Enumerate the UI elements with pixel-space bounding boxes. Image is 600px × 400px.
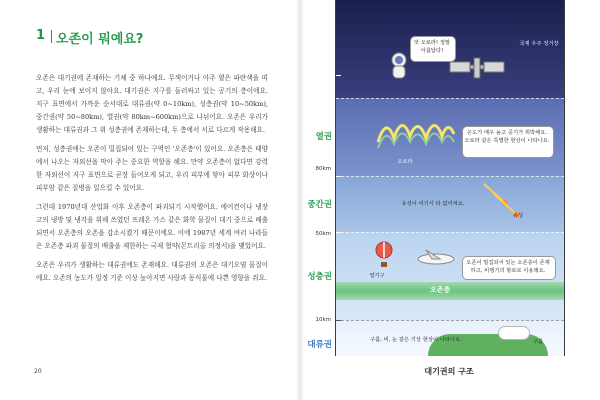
paragraph: 그런데 1970년대 산업화 이후 오존층이 파괴되기 시작했어요. 에어컨이나 냉장고의 냉방 및 냉각을 위해 쓰였던 프레온 가스 같은 화학 물질이 대기 중으로 배출되면서 오존층의 오존을 감소시켰기 때문이에요. 이에 1987년 세계 여러 나라들은 오존층 파괴 물질의 배출을 제한하는 국제 협약(몬트리올 의정서)을 맺었어요. [36, 203, 268, 250]
page-gutter [296, 0, 304, 400]
astronaut-speech-text: 앗 오로라! 정말 아름답다! [413, 40, 451, 54]
paragraph: 먼저, 성층권에는 오존이 밀집되어 있는 구역인 '오존층'이 있어요. 오존층은 태양에서 나오는 자외선을 막아 주는 중요한 역할을 해요. 만약 오존층이 없다면 강력한 자외선이 지구 표면으로 곧장 들어오게 되고, 우리 피부에 닿아 피부 화상이나 피부암 같은 질병을 일으킬 수 있어요. [36, 145, 268, 192]
thermosphere-note: 온도가 매우 높고 공기가 희박해요. 오로라 같은 특별한 현상이 나타나요. [464, 130, 550, 144]
layer-boundary [336, 320, 564, 321]
page-number: 20 [34, 368, 42, 375]
hot-air-balloon-label: 열기구 [369, 273, 385, 279]
aurora-label: 오로라 [397, 159, 413, 165]
layer-boundary [336, 232, 564, 233]
layer-boundary [336, 98, 564, 99]
layer-name-thermosphere: 열권 [315, 132, 332, 142]
layer-boundary [336, 176, 564, 177]
paragraph: 오존은 대기권에 존재하는 기체 중 하나예요. 무색이거나 아주 옅은 파란색을 띠고, 우리 눈에 보이지 않아요. 대기권은 지구를 둘러싸고 있는 공기의 층이에요. 지구 표면에서 가까운 순서대로 대류권(약 0~10km), 성층권(약 10~50km), 중간권(약 50~80km), 열권(약 80km~600km)으로 나뉘어요. 오존은 우리가 생활하는 대류권과 그 위 성층권에 존재하는데, 두 층에서 서로 다르게 작용해요. [36, 74, 268, 134]
layer-name-troposphere: 대류권 [307, 340, 332, 350]
altitude-tick [336, 320, 341, 321]
altitude-label: 80km [315, 166, 331, 172]
altitude-label: 10km [315, 317, 331, 323]
space-station-icon [448, 54, 506, 84]
diagram-caption: 대기권의 구조 [424, 367, 474, 376]
paragraph: 오존은 우리가 생활하는 대류권에도 존재해요. 대류권의 오존은 대기오염 물질이에요. 오존의 농도가 일정 기준 이상 높아지면 사람과 동식물에 나쁜 영향을 줘요. [36, 261, 268, 282]
body-text [36, 72, 268, 291]
altitude-tick [336, 232, 341, 233]
hot-air-balloon-icon [374, 240, 394, 270]
astronaut-icon [388, 52, 410, 82]
chapter-title: 오존이 뭐예요? [56, 32, 144, 47]
space-station-label: 국제 우주 정거장 [519, 41, 559, 47]
stratosphere-note: 오존이 밀집되어 있는 오존층이 존재하고, 비행기의 항로로 이용돼요. [466, 260, 550, 274]
layer-name-mesosphere: 중간권 [307, 200, 332, 210]
altitude-label: 400km [311, 72, 331, 78]
altitude-tick [336, 75, 341, 76]
chapter-divider [51, 30, 52, 43]
chapter-number: 1 [36, 28, 46, 43]
altitude-tick [336, 176, 341, 177]
cloud-label: 구름 [532, 339, 544, 345]
mesosphere-note: 유성이 여기서 타 없어져요. [401, 201, 465, 207]
airplane-icon [416, 248, 456, 270]
aurora-icon [376, 112, 456, 156]
troposphere-note: 구름, 비, 눈 같은 기상 현상이 나타나요. [370, 337, 462, 343]
altitude-label: 50km [315, 231, 331, 237]
layer-name-stratosphere: 성층권 [307, 272, 332, 282]
meteor-label: 유성 [512, 213, 524, 219]
ozone-layer-label: 오존층 [430, 286, 451, 294]
